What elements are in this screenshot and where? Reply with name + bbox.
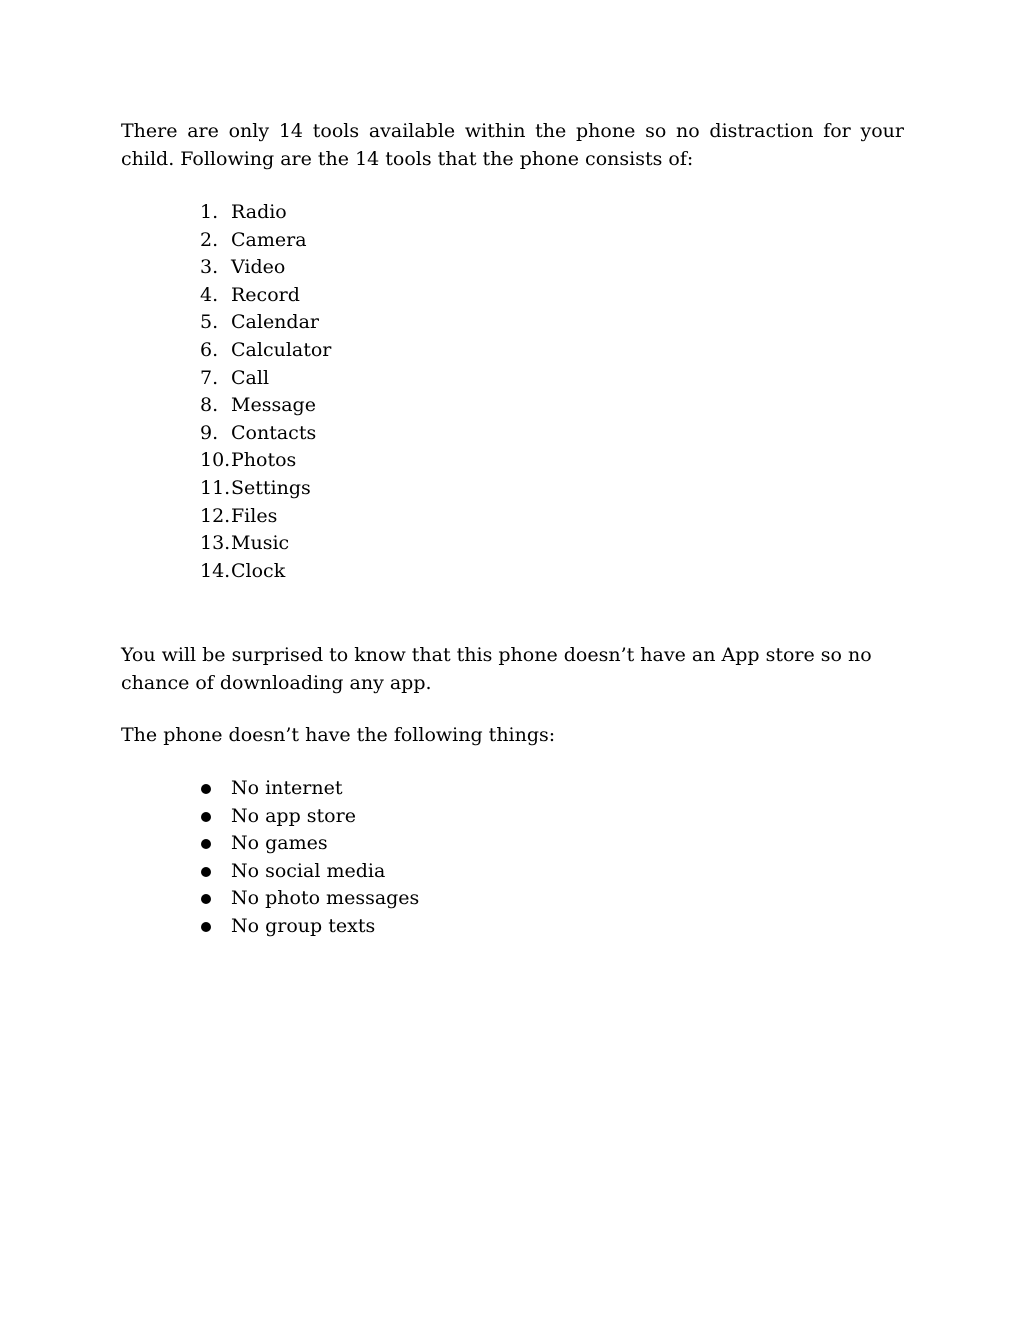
bullet-icon bbox=[201, 784, 211, 794]
tool-name: Video bbox=[231, 256, 286, 279]
tool-name: Call bbox=[231, 366, 270, 389]
lack-item: No photo messages bbox=[231, 887, 420, 910]
bullet-icon bbox=[201, 894, 211, 904]
tool-name: Calculator bbox=[231, 338, 332, 361]
list-number: 1. bbox=[200, 201, 219, 223]
lack-item: No group texts bbox=[231, 914, 376, 937]
list-number: 3. bbox=[200, 256, 219, 279]
bullet-icon bbox=[201, 812, 211, 822]
list-number: 4. bbox=[200, 283, 219, 306]
list-number: 11. bbox=[200, 476, 231, 499]
list-number: 6. bbox=[200, 338, 219, 361]
tool-name: Settings bbox=[231, 476, 311, 499]
list-number: 10. bbox=[200, 449, 231, 472]
lack-item: No internet bbox=[231, 777, 343, 799]
list-number: 8. bbox=[200, 394, 219, 417]
list-number: 5. bbox=[200, 311, 219, 334]
app-store-paragraph: You will be surprised to know that this phone doesn’t have an App store so no chance of downloading any app. bbox=[121, 644, 872, 694]
tool-name: Camera bbox=[231, 228, 307, 251]
tool-name: Files bbox=[231, 504, 278, 527]
tool-name: Radio bbox=[231, 201, 287, 223]
intro-paragraph: There are only 14 tools available within the phone so no distraction for your child. Following are the 14 tools that the phone consists of: bbox=[121, 120, 904, 170]
tool-name: Record bbox=[231, 283, 300, 306]
tool-name: Clock bbox=[231, 559, 286, 582]
list-number: 2. bbox=[200, 228, 219, 251]
lacks-intro-paragraph: The phone doesn’t have the following things: bbox=[121, 724, 556, 746]
tool-name: Contacts bbox=[231, 421, 317, 444]
tool-name: Music bbox=[231, 532, 290, 555]
tool-name: Photos bbox=[231, 449, 297, 472]
lack-item: No app store bbox=[231, 804, 356, 827]
tool-name: Calendar bbox=[231, 311, 319, 334]
list-number: 14. bbox=[200, 559, 231, 582]
bullet-icon bbox=[201, 839, 211, 849]
list-number: 9. bbox=[200, 421, 219, 444]
lack-item: No games bbox=[231, 832, 328, 855]
tool-name: Message bbox=[231, 394, 316, 417]
bullet-icon bbox=[201, 922, 211, 932]
lack-item: No social media bbox=[231, 859, 386, 882]
bullet-icon bbox=[201, 867, 211, 877]
list-number: 12. bbox=[200, 504, 231, 527]
list-number: 13. bbox=[200, 532, 231, 555]
list-number: 7. bbox=[200, 366, 219, 389]
